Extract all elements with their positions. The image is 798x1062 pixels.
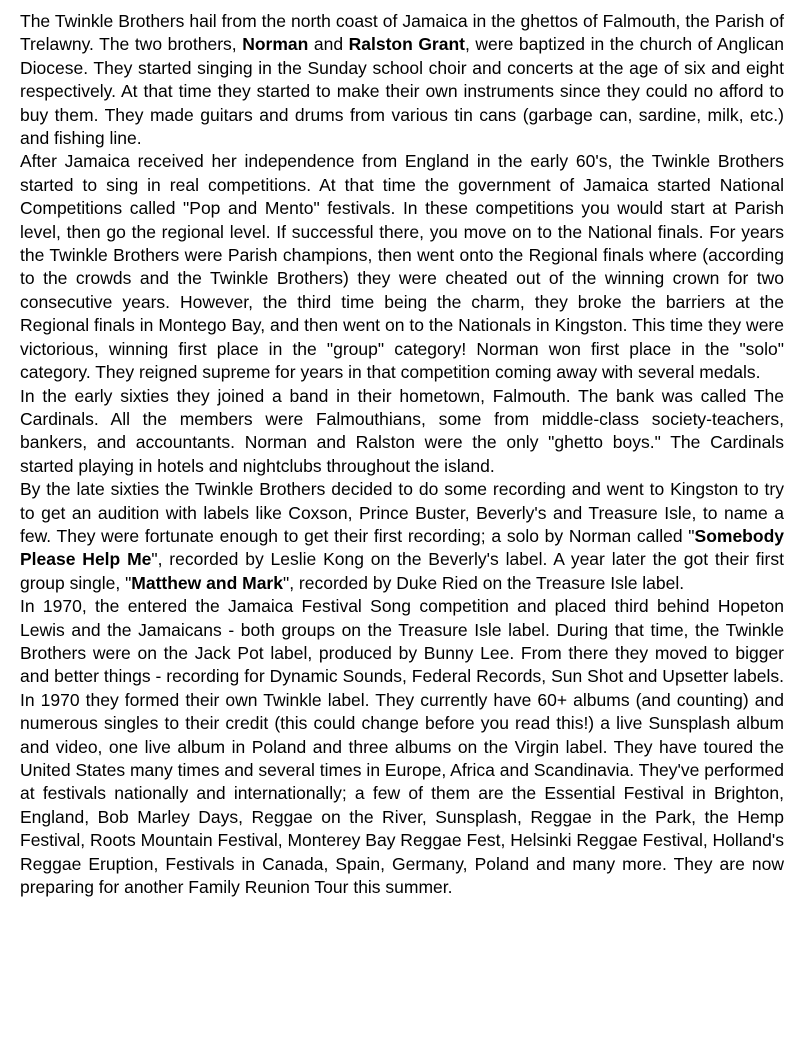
paragraph-recording [20,478,784,595]
song-title-matthew-and-mark: Matthew and Mark [131,572,283,593]
text-run: By the late sixties the Twinkle Brothers decided to do some recording and went to Kingston to try to get an audition with labels like Coxson, Prince Buster, Beverly's and Treasure Isle, to name a few. They were fortunate enough to get their first recording; a solo by Norman called " [20,479,784,546]
paragraph-career [20,595,784,899]
text-run: ", recorded by Leslie Kong on the Beverly's label. A year later the got their first group single, " [20,549,784,593]
text-run: , were baptized in the church of Anglican Diocese. They started singing in the Sunday school choir and concerts at the age of six and eight respectively. At that time they started to make their own instruments since they could no afford to buy them. They made guitars and drums from various tin cans (garbage can, sardine, milk, etc.) and fishing line. [20,34,784,149]
paragraph-origins [20,10,784,150]
text-run: In the early sixties they joined a band in their hometown, Falmouth. The bank was called The Cardinals. All the members were Falmouthians, some from middle-class society-teachers, bankers, and accountants. Norman and Ralston were the only "ghetto boys." The Cardinals started playing in hotels and nightclubs throughout the island. [20,385,784,476]
text-run: After Jamaica received her independence from England in the early 60's, the Twinkle Brothers started to sing in real competitions. At that time the government of Jamaica started National Competitions called "Pop and Mento" festivals. In these competitions you would start at Parish level, then go the regional level. If successful there, you move on to the National finals. For years the Twinkle Brothers were Parish champions, then went onto the Regional finals where (according to the crowds and the Twinkle Brothers) they were cheated out of the winning crown for two consecutive years. However, the third time being the charm, they broke the barriers at the Regional finals in Montego Bay, and then went on to the Nationals in Kingston. This time they were victorious, winning first place in the "group" category! Norman won first place in the "solo" category. They reigned supreme for years in that competition coming away with several medals. [20,151,784,383]
document-body [20,10,784,899]
name-norman: Norman [242,34,309,55]
text-run: In 1970, the entered the Jamaica Festival Song competition and placed third behind Hopeton Lewis and the Jamaicans - both groups on the Treasure Isle label. During that time, the Twinkle Brothers were on the Jack Pot label, produced by Bunny Lee. From there they moved to bigger and better things - recording for Dynamic Sounds, Federal Records, Sun Shot and Upsetter labels. In 1970 they formed their own Twinkle label. They currently have 60+ albums (and counting) and numerous singles to their credit (this could change before you read this!) a live Sunsplash album and video, one live album in Poland and three albums on the Virgin label. They have toured the United States many times and several times in Europe, Africa and Scandinavia. They've performed at festivals nationally and internationally; a few of them are the Essential Festival in Brighton, England, Bob Marley Days, Reggae on the River, Sunsplash, Reggae in the Park, the Hemp Festival, Roots Mountain Festival, Monterey Bay Reggae Fest, Helsinki Reggae Festival, Holland's Reggae Eruption, Festivals in Canada, Spain, Germany, Poland and many more. They are now preparing for another Family Reunion Tour this summer. [20,596,784,898]
paragraph-cardinals [20,385,784,479]
text-run: and [308,34,349,55]
text-run: The Twinkle Brothers hail from the north coast of Jamaica in the ghettos of Falmouth, the Parish of Trelawny. The two brothers, [20,11,784,55]
text-run: ", recorded by Duke Ried on the Treasure Isle label. [282,572,685,593]
song-title-somebody-please-help-me: Somebody Please Help Me [20,525,784,570]
paragraph-competitions [20,150,784,384]
name-ralston-grant: Ralston Grant [348,34,465,55]
